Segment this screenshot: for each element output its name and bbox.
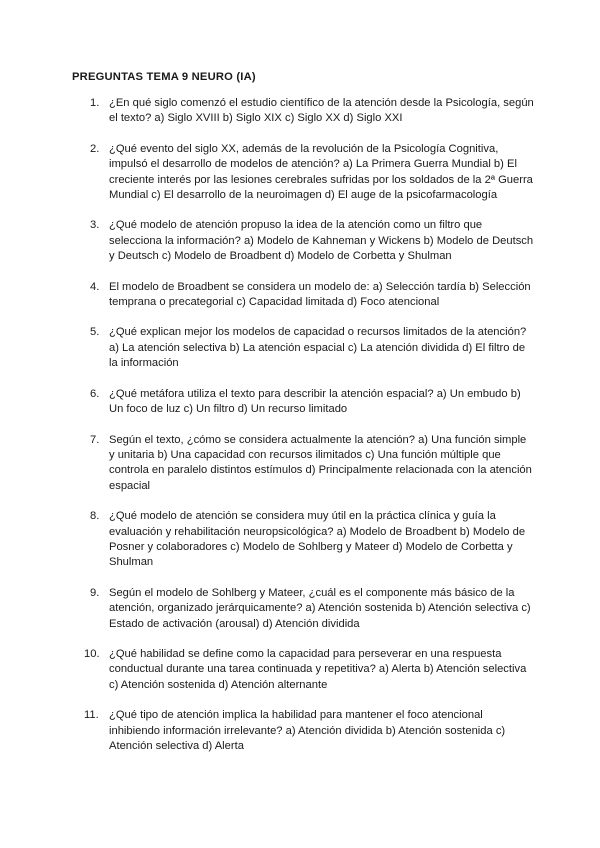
- question-number: 8.: [90, 510, 100, 523]
- question-text: ¿Qué modelo de atención se considera muy útil en la práctica clínica y guía la evaluación y rehabilitación neuropsicológica? a) Modelo de Broadbent b) Modelo de Posner y colaboradores c) Modelo de Sohlberg y Mateer d) Modelo de Corbetta y Shulman: [109, 510, 526, 569]
- question-item: [72, 280, 534, 311]
- question-item: [72, 218, 534, 264]
- question-number: 4.: [90, 280, 100, 293]
- question-text: Según el modelo de Sohlberg y Mateer, ¿cuál es el componente más básico de la atención, organizado jerárquicamente? a) Atención sostenida b) Atención selectiva c) Estado de activación (arousal) d) Atención dividida: [109, 586, 531, 630]
- question-number: 2.: [90, 142, 100, 155]
- question-number: 3.: [90, 219, 100, 232]
- question-item: [72, 509, 534, 571]
- question-text: Según el texto, ¿cómo se considera actualmente la atención? a) Una función simple y unitaria b) Una capacidad con recursos ilimitados c) Una función múltiple que controla en paralelo distintos estímulos d) Principalmente relacionada con la atención espacial: [109, 433, 532, 492]
- question-item: [72, 96, 534, 127]
- question-item: [72, 142, 534, 204]
- question-item: [72, 387, 534, 418]
- question-number: 5.: [90, 326, 100, 339]
- question-number: 1.: [90, 97, 100, 109]
- question-number: 9.: [90, 586, 100, 599]
- question-text: ¿Qué habilidad se define como la capacidad para perseverar en una respuesta conductual durante una tarea continuada y repetitiva? a) Alerta b) Atención selectiva c) Atención sostenida d) Atención alternante: [109, 647, 527, 691]
- question-text: ¿Qué modelo de atención propuso la idea de la atención como un filtro que selecciona la información? a) Modelo de Kahneman y Wickens b) Modelo de Deutsch y Deutsch c) Modelo de Broadbent d) Modelo de Corbetta y Shulman: [109, 219, 534, 263]
- question-number: 6.: [90, 387, 100, 400]
- question-item: [72, 647, 534, 693]
- question-text: ¿Qué tipo de atención implica la habilidad para mantener el foco atencional inhibiendo información irrelevante? a) Atención dividida b) Atención sostenida c) Atención selectiva d) Alerta: [109, 709, 506, 752]
- question-item: [72, 708, 534, 754]
- question-text: ¿Qué metáfora utiliza el texto para describir la atención espacial? a) Un embudo b) Un foco de luz c) Un filtro d) Un recurso limitado: [109, 387, 521, 416]
- question-text: El modelo de Broadbent se considera un modelo de: a) Selección tardía b) Selección temprana o precategorial c) Capacidad limitada d) Foco atencional: [109, 280, 531, 309]
- question-item: [72, 433, 534, 495]
- question-text: ¿Qué evento del siglo XX, además de la revolución de la Psicología Cognitiva, impulsó el desarrollo de modelos de atención? a) La Primera Guerra Mundial b) El creciente interés por las lesiones cerebrales sufridas por los soldados de la 2ª Guerra Mundial c) El desarrollo de la neuroimagen d) El auge de la psicofarmacología: [109, 142, 533, 202]
- question-number: 11.: [84, 709, 99, 722]
- question-item: [72, 325, 534, 371]
- question-text: ¿En qué siglo comenzó el estudio científico de la atención desde la Psicología, según el texto? a) Siglo XVIII b) Siglo XIX c) Siglo XX d) Siglo XXI: [109, 97, 534, 125]
- question-item: [72, 586, 534, 632]
- question-text: ¿Qué explican mejor los modelos de capacidad o recursos limitados de la atención? a) La atención selectiva b) La atención espacial c) La atención dividida d) El filtro de la información: [109, 326, 527, 370]
- question-list: [72, 96, 534, 754]
- question-number: 10.: [84, 647, 100, 660]
- document-title: PREGUNTAS TEMA 9 NEURO (IA): [72, 71, 256, 83]
- question-number: 7.: [90, 433, 100, 446]
